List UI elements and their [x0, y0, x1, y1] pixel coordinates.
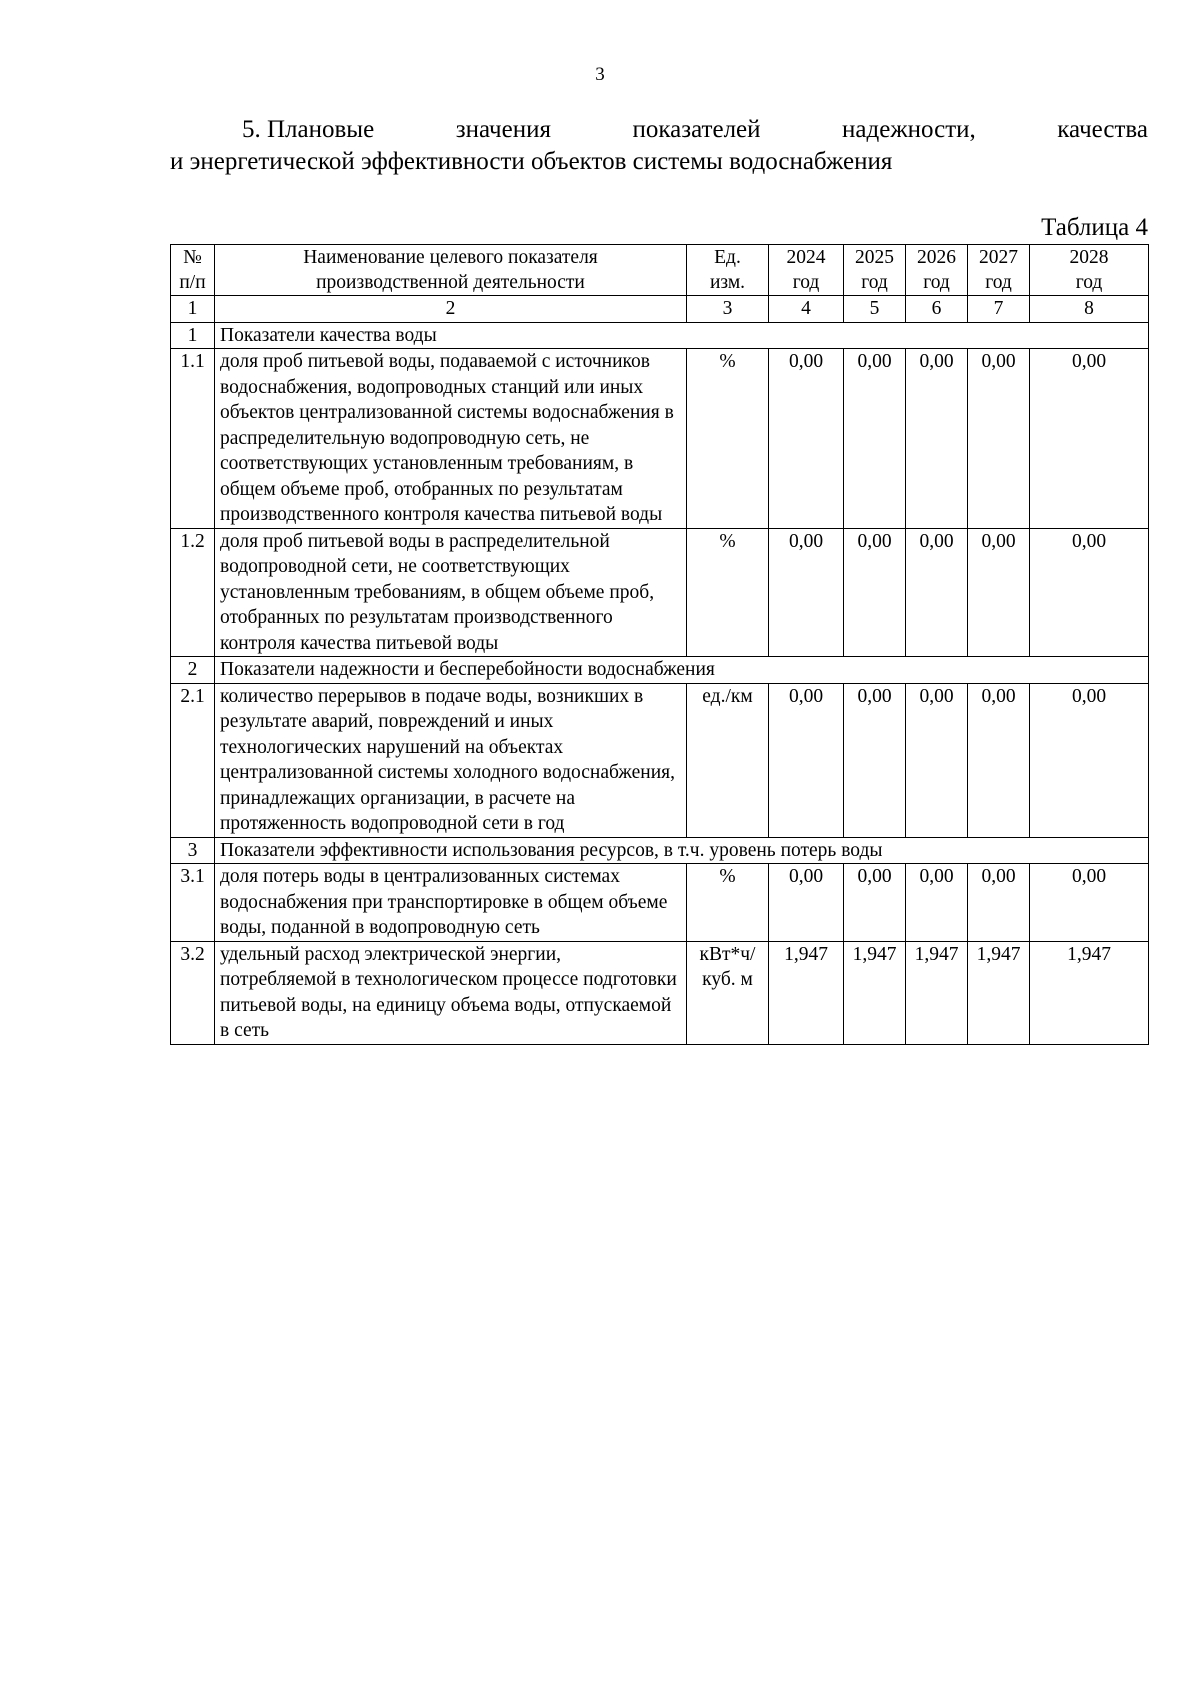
row-value-2026: 0,00: [906, 528, 968, 657]
header-name: [215, 245, 687, 296]
row-value-2026: 0,00: [906, 683, 968, 837]
row-name: доля проб питьевой воды в распределительной водопроводной сети, не соответствующих установленным требованиям, в общем объеме проб, отобранных по результатам производственного контроля качества питьевой воды: [215, 528, 687, 657]
row-value-2026: 0,00: [906, 349, 968, 529]
row-value-2024: 0,00: [769, 864, 844, 942]
section-title: Показатели надежности и бесперебойности водоснабжения: [215, 657, 1149, 684]
row-value-2027: 0,00: [968, 864, 1030, 942]
row-value-2025: 0,00: [844, 349, 906, 529]
header-text: год: [923, 272, 950, 293]
table-row: [171, 941, 1149, 1044]
row-value-2025: 0,00: [844, 683, 906, 837]
header-text: 2024: [786, 247, 826, 268]
row-value-2028: 0,00: [1030, 864, 1149, 942]
heading-word: 5. Плановые: [242, 116, 375, 143]
column-number: 8: [1030, 296, 1149, 323]
row-value-2025: 1,947: [844, 941, 906, 1044]
header-year-2026: [906, 245, 968, 296]
header-text: год: [861, 272, 888, 293]
row-unit: ед./км: [687, 683, 769, 837]
column-number: 6: [906, 296, 968, 323]
header-text: 2028: [1069, 247, 1109, 268]
heading-line-1: [170, 114, 1148, 146]
column-numbers-row: [171, 296, 1149, 323]
row-value-2024: 0,00: [769, 349, 844, 529]
header-text: производственной деятельности: [316, 272, 585, 293]
row-value-2026: 1,947: [906, 941, 968, 1044]
section-num: 2: [171, 657, 215, 684]
header-text: Наименование целевого показателя: [303, 247, 598, 268]
column-number: 4: [769, 296, 844, 323]
header-num: [171, 245, 215, 296]
heading-word: надежности,: [842, 116, 976, 143]
table-row: [171, 528, 1149, 657]
header-text: 2025: [855, 247, 894, 268]
heading-word: значения: [455, 116, 551, 143]
section-row: [171, 322, 1149, 349]
header-text: год: [792, 272, 820, 293]
section-heading: [170, 114, 1148, 178]
row-value-2028: 0,00: [1030, 528, 1149, 657]
header-text: 2027: [979, 247, 1018, 268]
row-value-2024: 0,00: [769, 683, 844, 837]
row-num: 2.1: [171, 683, 215, 837]
row-value-2027: 1,947: [968, 941, 1030, 1044]
row-value-2027: 0,00: [968, 349, 1030, 529]
heading-word: показателей: [632, 116, 761, 143]
header-year-2025: [844, 245, 906, 296]
column-number: 7: [968, 296, 1030, 323]
column-number: 3: [687, 296, 769, 323]
section-title: Показатели эффективности использования ресурсов, в т.ч. уровень потерь воды: [215, 837, 1149, 864]
header-text: п/п: [179, 272, 206, 293]
section-row: [171, 657, 1149, 684]
header-text: год: [1075, 272, 1103, 293]
indicators-table: [170, 244, 1149, 1045]
table-row: [171, 864, 1149, 942]
row-value-2027: 0,00: [968, 528, 1030, 657]
row-num: 1.1: [171, 349, 215, 529]
row-value-2026: 0,00: [906, 864, 968, 942]
table-label: Таблица 4: [1041, 214, 1148, 241]
row-value-2028: 0,00: [1030, 683, 1149, 837]
table-row: [171, 683, 1149, 837]
section-num: 3: [171, 837, 215, 864]
header-year-2028: [1030, 245, 1149, 296]
row-name: удельный расход электрической энергии, потребляемой в технологическом процессе подготовки питьевой воды, на единицу объема воды, отпускаемой в сеть: [215, 941, 687, 1044]
row-value-2024: 1,947: [769, 941, 844, 1044]
header-year-2027: [968, 245, 1030, 296]
row-value-2025: 0,00: [844, 864, 906, 942]
table-header-row: [171, 245, 1149, 296]
row-name: количество перерывов в подаче воды, возникших в результате аварий, повреждений и иных технологических нарушений на объектах централизованной системы холодного водоснабжения, принадлежащих организации, в расчете на протяженность водопроводной сети в год: [215, 683, 687, 837]
section-row: [171, 837, 1149, 864]
table-row: [171, 349, 1149, 529]
header-text: №: [183, 247, 202, 268]
row-unit: %: [687, 864, 769, 942]
row-name: доля потерь воды в централизованных системах водоснабжения при транспортировке в общем объеме воды, поданной в водопроводную сеть: [215, 864, 687, 942]
heading-word: качества: [1057, 116, 1148, 143]
row-value-2028: 1,947: [1030, 941, 1149, 1044]
row-value-2028: 0,00: [1030, 349, 1149, 529]
row-num: 3.2: [171, 941, 215, 1044]
header-text: год: [985, 272, 1012, 293]
header-unit: [687, 245, 769, 296]
row-name: доля проб питьевой воды, подаваемой с источников водоснабжения, водопроводных станций или иных объектов централизованной системы водоснабжения в распределительную водопроводную сеть, не соответствующих установленным требованиям, в общем объеме проб, отобранных по результатам производственного контроля качества питьевой воды: [215, 349, 687, 529]
row-unit: %: [687, 349, 769, 529]
row-num: 3.1: [171, 864, 215, 942]
header-year-2024: [769, 245, 844, 296]
row-value-2025: 0,00: [844, 528, 906, 657]
header-text: 2026: [917, 247, 956, 268]
header-text: изм.: [709, 272, 746, 293]
section-num: 1: [171, 322, 215, 349]
heading-line-2: и энергетической эффективности объектов системы водоснабжения: [170, 148, 893, 175]
column-number: 5: [844, 296, 906, 323]
page-number: 3: [595, 64, 605, 85]
row-unit: %: [687, 528, 769, 657]
row-value-2024: 0,00: [769, 528, 844, 657]
header-text: Ед.: [714, 247, 741, 268]
row-num: 1.2: [171, 528, 215, 657]
row-unit: кВт*ч/ куб. м: [687, 941, 769, 1044]
column-number: 1: [171, 296, 215, 323]
column-number: 2: [215, 296, 687, 323]
section-title: Показатели качества воды: [215, 322, 1149, 349]
row-value-2027: 0,00: [968, 683, 1030, 837]
